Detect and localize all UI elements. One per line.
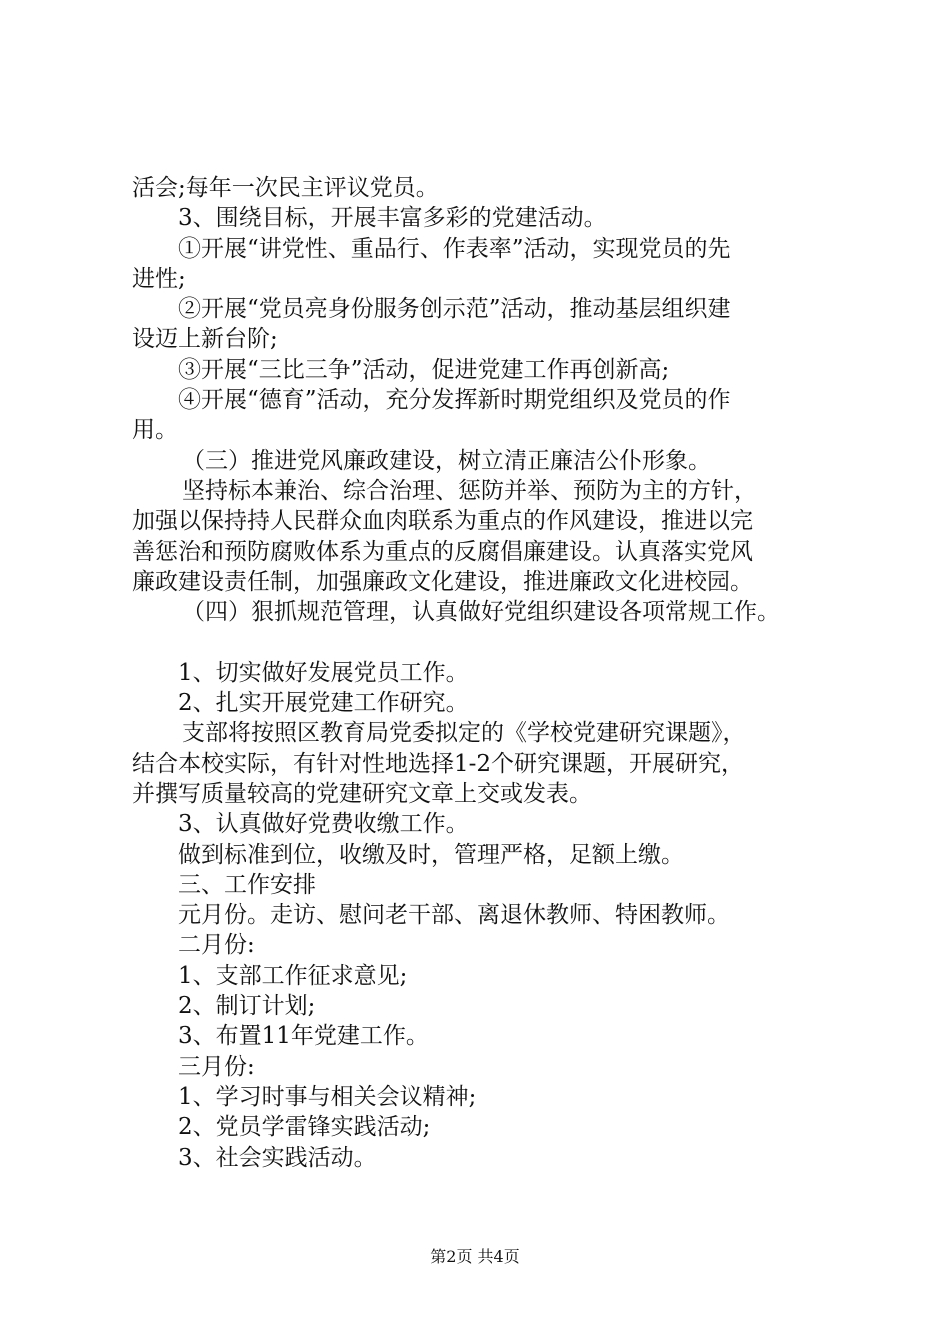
text-line: ②开展“党员亮身份服务创示范”活动，推动基层组织建 [178,296,731,323]
text-line: 进性; [132,265,186,292]
section-heading: （四）狠抓规范管理，认真做好党组织建设各项常规工作。 [182,599,780,626]
text-line: 3、认真做好党费收缴工作。 [178,811,469,838]
blank-line [132,627,837,657]
text-line: 2、党员学雷锋实践活动; [178,1114,431,1141]
text-line: ①开展“讲党性、重品行、作表率”活动，实现党员的先 [178,235,731,262]
text-line: 2、制订计划; [178,993,316,1020]
text-line: 坚持标本兼治、综合治理、惩防并举、预防为主的方针， [182,477,757,504]
text-line: 做到标准到位，收缴及时，管理严格，足额上缴。 [178,841,684,868]
text-line: 3、围绕目标，开展丰富多彩的党建活动。 [178,205,607,232]
text-line: ④开展“德育”活动，充分发挥新时期党组织及党员的作 [178,387,731,414]
text-line: 1、切实做好发展党员工作。 [178,659,469,686]
document-body [132,173,837,1173]
text-line: ③开展“三比三争”活动，促进党建工作再创新高; [178,356,670,383]
text-line: 支部将按照区教育局党委拟定的《学校党建研究课题》， [182,720,746,747]
text-line: 3、布置11年党建工作。 [178,1023,429,1050]
text-line: 1、支部工作征求意见; [178,962,408,989]
text-line: 用。 [132,417,178,444]
text-line: 廉政建设责任制，加强廉政文化建设，推进廉政文化进校园。 [132,568,753,595]
section-heading: （三）推进党风廉政建设，树立清正廉洁公仆形象。 [182,447,711,474]
text-line: 1、学习时事与相关会议精神; [178,1083,477,1110]
text-line: 二月份: [178,932,255,959]
page-footer [0,1244,950,1267]
text-line: 并撰写质量较高的党建研究文章上交或发表。 [132,780,592,807]
text-line: 设迈上新台阶; [132,326,278,353]
text-line: 活会;每年一次民主评议党员。 [132,175,439,201]
text-line: 三月份: [178,1053,255,1080]
text-line: 2、扎实开展党建工作研究。 [178,690,469,717]
text-line: 善惩治和预防腐败体系为重点的反腐倡廉建设。认真落实党风 [132,538,753,565]
text-line: 3、社会实践活动。 [178,1144,377,1171]
text-line: 结合本校实际，有针对性地选择1-2个研究课题，开展研究， [132,750,745,777]
text-line: 元月份。走访、慰问老干部、离退休教师、特困教师。 [178,902,730,929]
text-line: 加强以保持持人民群众血肉联系为重点的作风建设，推进以完 [132,508,753,535]
section-heading: 三、工作安排 [178,871,316,898]
page-number-label: 第2页 共4页 [430,1247,520,1266]
